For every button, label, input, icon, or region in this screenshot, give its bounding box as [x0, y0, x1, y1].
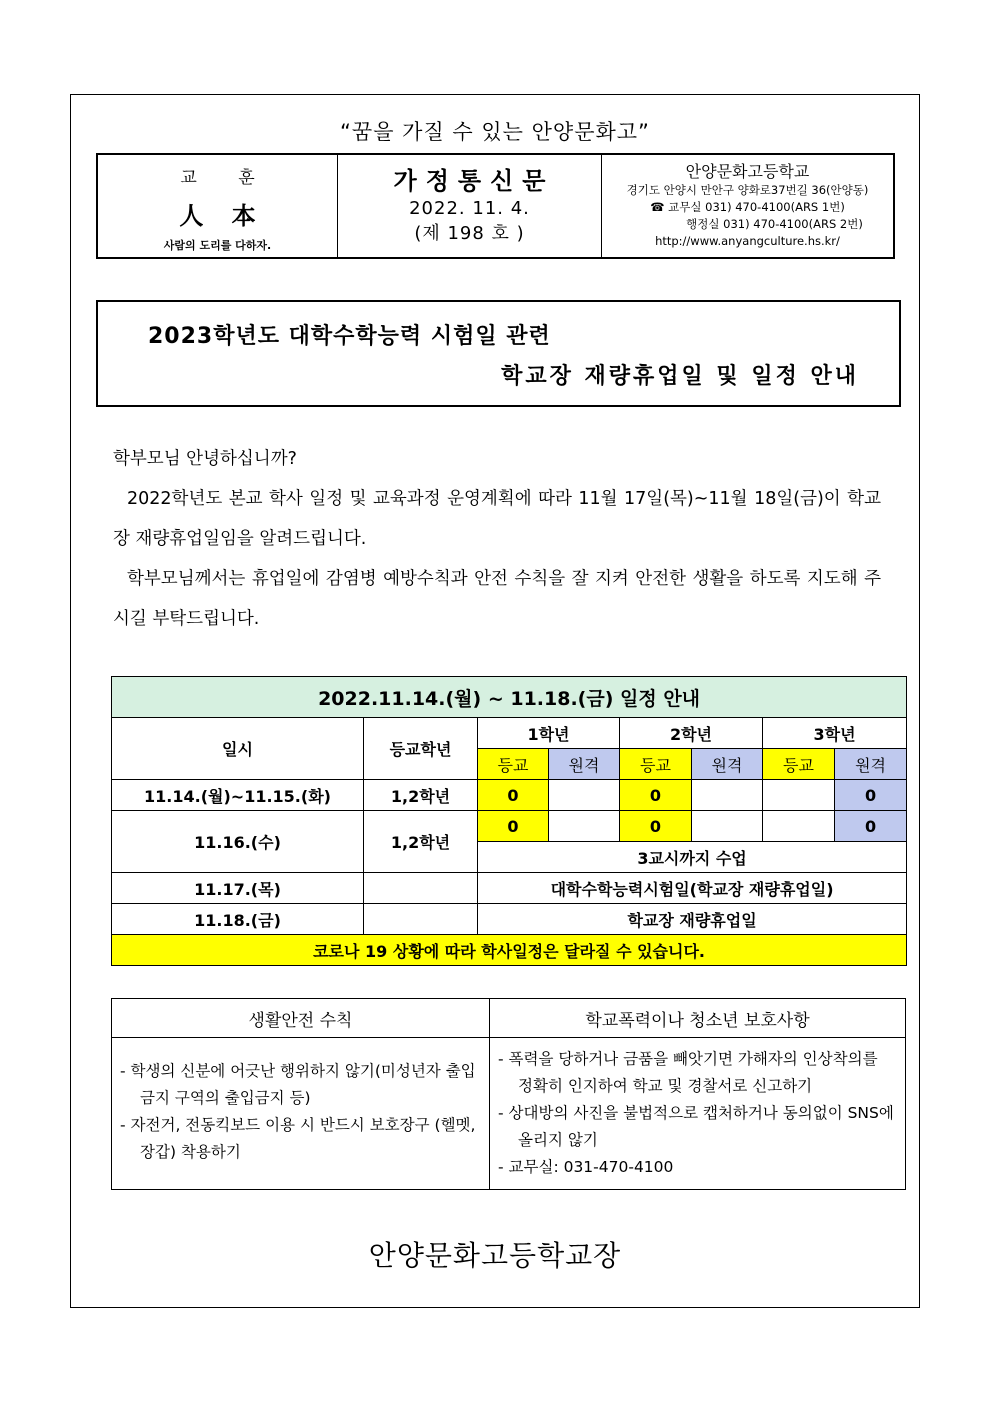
grade1-attend-cell: 0 — [478, 780, 549, 811]
principal-signature: 안양문화고등학교장 — [368, 1239, 622, 1272]
newsletter-title: 가정통신문 — [393, 167, 555, 195]
school-contact-cell — [602, 155, 893, 257]
grade2-remote-cell — [692, 780, 763, 811]
newsletter-date: 2022. 11. 4. — [409, 198, 530, 219]
motto: 人 本 — [179, 201, 266, 230]
row-note: 학교장 재량휴업일 — [478, 904, 907, 935]
grade1-remote-header: 원격 — [549, 749, 620, 780]
col-header-grade1: 1학년 — [478, 718, 620, 749]
schedule-title: 2022.11.14.(월) ~ 11.18.(금) 일정 안내 — [112, 677, 907, 718]
notice-title-box — [96, 300, 901, 407]
newsletter-header — [96, 153, 895, 259]
grade1-attend-cell: 0 — [478, 811, 549, 842]
row-grades — [364, 904, 478, 935]
office-phone: ☎ 교무실 031) 470-4100(ARS 1번) — [650, 200, 845, 214]
row-note: 3교시까지 수업 — [478, 842, 907, 873]
newsletter-info-cell — [338, 155, 602, 257]
row-note: 대학수학능력시험일(학교장 재량휴업일) — [478, 873, 907, 904]
grade3-remote-cell: 0 — [835, 811, 907, 842]
safety-right-title: 학교폭력이나 청소년 보호사항 — [490, 999, 906, 1038]
col-header-grade2: 2학년 — [620, 718, 763, 749]
safety-table — [111, 998, 906, 1190]
notice-title-line1: 2023학년도 대학수학능력 시험일 관련 — [148, 324, 551, 349]
grade2-attend-header: 등교 — [620, 749, 692, 780]
row-grades — [364, 873, 478, 904]
row-date: 11.16.(수) — [112, 811, 364, 873]
school-website[interactable]: http://www.anyangculture.hs.kr/ — [655, 234, 840, 248]
list-item: - 상대방의 사진을 불법적으로 캡처하거나 동의없이 SNS에 올리지 않기 — [498, 1104, 894, 1149]
table-row — [112, 811, 907, 842]
admin-phone: 행정실 031) 470-4100(ARS 2번) — [686, 217, 863, 231]
notice-body — [113, 439, 881, 639]
table-row — [112, 873, 907, 904]
safety-right-cell — [490, 1038, 906, 1190]
row-date: 11.18.(금) — [112, 904, 364, 935]
body-paragraph-1: 2022학년도 본교 학사 일정 및 교육과정 운영계획에 따라 11월 17일(목)~11월 18일(금)이 학교장 재량휴업일임을 알려드립니다. — [113, 489, 881, 549]
greeting: 학부모님 안녕하십니까? — [113, 449, 297, 469]
grade3-attend-cell — [763, 780, 835, 811]
col-header-grade3: 3학년 — [763, 718, 907, 749]
list-item: - 폭력을 당하거나 금품을 빼앗기면 가해자의 인상착의를 정확히 인지하여 학교 및 경찰서로 신고하기 — [498, 1050, 878, 1095]
table-row — [112, 780, 907, 811]
row-grades: 1,2학년 — [364, 780, 478, 811]
list-item: - 교무실: 031-470-4100 — [498, 1158, 674, 1176]
col-header-grades: 등교학년 — [364, 718, 478, 780]
list-item: - 학생의 신분에 어긋난 행위하지 않기(미성년자 출입금지 구역의 출입금지 등) — [120, 1062, 476, 1107]
notice-title-line2: 학교장 재량휴업일 및 일정 안내 — [501, 364, 859, 389]
motto-label: 교 훈 — [180, 168, 273, 188]
grade2-attend-cell: 0 — [620, 811, 692, 842]
grade3-attend-header: 등교 — [763, 749, 835, 780]
grade2-attend-cell: 0 — [620, 780, 692, 811]
list-item: - 자전거, 전동킥보드 이용 시 반드시 보호장구 (헬멧, 장갑) 착용하기 — [120, 1116, 476, 1161]
body-paragraph-2: 학부모님께서는 휴업일에 감염병 예방수칙과 안전 수칙을 잘 지켜 안전한 생활을 하도록 지도해 주시길 부탁드립니다. — [113, 569, 881, 629]
safety-left-title: 생활안전 수칙 — [112, 999, 490, 1038]
col-header-date: 일시 — [112, 718, 364, 780]
grade1-remote-cell — [549, 780, 620, 811]
table-row — [112, 904, 907, 935]
grade1-remote-cell — [549, 811, 620, 842]
row-grades: 1,2학년 — [364, 811, 478, 873]
grade2-remote-cell — [692, 811, 763, 842]
schedule-table — [111, 676, 907, 966]
schedule-footer-note: 코로나 19 상황에 따라 학사일정은 달라질 수 있습니다. — [112, 935, 907, 966]
safety-left-cell — [112, 1038, 490, 1190]
row-date: 11.14.(월)~11.15.(화) — [112, 780, 364, 811]
grade2-remote-header: 원격 — [692, 749, 763, 780]
school-address: 경기도 안양시 만안구 양화로37번길 36(안양동) — [626, 183, 869, 197]
school-contact — [602, 182, 893, 250]
motto-subtitle: 사람의 도리를 다하자. — [163, 239, 272, 252]
school-slogan: “꿈을 가질 수 있는 안양문화고” — [340, 120, 650, 144]
grade3-remote-cell: 0 — [835, 780, 907, 811]
grade3-remote-header: 원격 — [835, 749, 907, 780]
grade3-attend-cell — [763, 811, 835, 842]
row-date: 11.17.(목) — [112, 873, 364, 904]
grade1-attend-header: 등교 — [478, 749, 549, 780]
school-name: 안양문화고등학교 — [685, 162, 810, 181]
motto-cell — [98, 155, 338, 257]
newsletter-issue: (제 198 호 ) — [414, 223, 525, 244]
